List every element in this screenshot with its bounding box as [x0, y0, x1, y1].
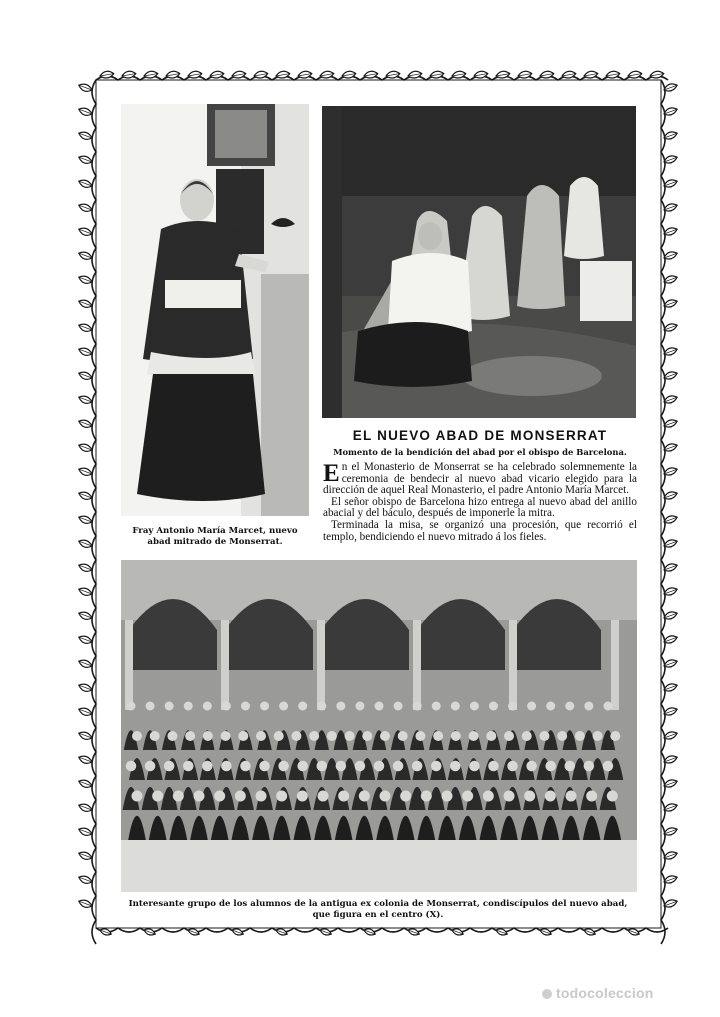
article-headline: EL NUEVO ABAD DE MONSERRAT: [352, 428, 608, 443]
article-paragraph-1: En el Monasterio de Monserrat se ha celebrado solemnemente la ceremonia de bendecir al nuevo abad vicario elegido para la dirección de aquel Real Monasterio, el padre Antonio María Marcet.: [323, 460, 637, 497]
watermark: [542, 985, 712, 1001]
article-subhead: Momento de la bendición del abad por el obispo de Barcelona.: [333, 447, 627, 457]
portrait-photo: [121, 104, 309, 516]
ceremony-photo: [322, 106, 636, 418]
portrait-caption: Fray Antonio María Marcet, nuevo abad mitrado de Monserrat.: [132, 526, 298, 547]
article-body: [323, 462, 637, 543]
dropcap: E: [323, 460, 340, 487]
article-paragraph-3: Terminada la misa, se organizó una procesión, que recorrió el templo, bendiciendo el nuevo mitrado á los fieles.: [323, 518, 637, 543]
group-caption: Interesante grupo de los alumnos de la antigua ex colonia de Monserrat, condiscípulos del nuevo abad, que figura en el centro (X).: [128, 899, 628, 920]
article-paragraph-2: El señor obispo de Barcelona hizo entrega al nuevo abad del anillo abacial y del báculo, después de imponerle la mitra.: [323, 495, 637, 520]
coin-dot-icon: [542, 989, 552, 999]
group-photo: [121, 560, 637, 892]
watermark-text: todocoleccion: [556, 985, 654, 1001]
